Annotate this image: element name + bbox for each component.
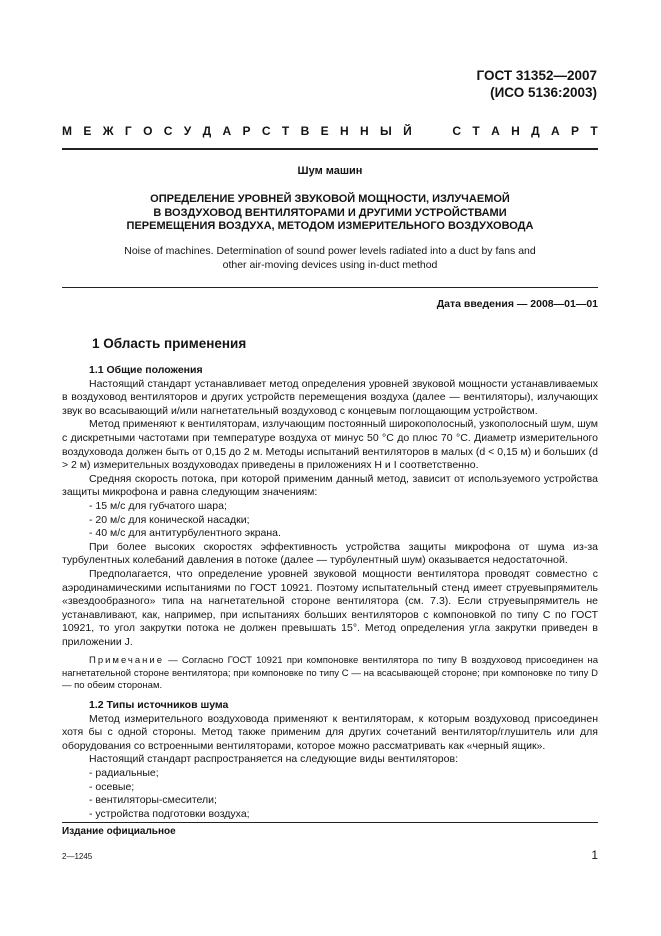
banner-letter: Д [202,124,212,138]
page-number: 1 [591,848,598,862]
banner-letter: В [300,124,310,138]
subsection-heading: 1.2 Типы источников шума [89,698,229,711]
paragraph: Настоящий стандарт распространяется на следующие виды вентиляторов: [89,753,458,766]
title-line: В ВОЗДУХОВОД ВЕНТИЛЯТОРАМИ И ДРУГИМИ УСТРОЙСТВАМИ [153,206,507,219]
list-item: - осевые; [89,780,135,793]
gost-number: ГОСТ 31352—2007 [476,68,597,83]
banner-letter: У [183,124,192,138]
banner-letter: А [491,124,500,138]
banner-letter: Е [320,124,329,138]
list-item: - радиальные; [89,766,159,779]
banner-letter: Р [571,124,580,138]
introduction-date: Дата введения — 2008—01—01 [436,298,598,310]
interstate-standard-banner [62,124,598,138]
title-category: Шум машин [297,165,363,177]
note [62,655,598,693]
banner-letter: Г [124,124,132,138]
paragraph: Настоящий стандарт устанавливает метод определения уровней звуковой мощности устанавливаемых в воздуховод вентиляторов и других устройств перемещения воздуха (далее — вентиляторы), излучающих звук во всасывающий и/или нагнетательный воздуховод с концевым поглощающим устройством. [62,377,598,417]
list-item: - 20 м/с для конической насадки; [89,513,250,526]
note-label: Примечание [89,655,164,667]
header-rule [62,148,598,150]
banner-letter: Ж [102,124,114,138]
iso-number: (ИСО 5136:2003) [490,85,597,100]
footer-rule [62,822,598,823]
paragraph: Метод применяют к вентиляторам, излучающим постоянный широкополосный, узкополосный шум, шум с дискретными частотами при температуре воздуха от минус 50 °C до плюс 70 °C. Диаметр измерительного воздуховода должен быть от 0,15 до 2 м. Методы испытаний вентиляторов в малых (d < 0,15 м) и больших (d > 2 м) измерительных воздуховодах приведены в приложениях H и I соответственно. [62,418,598,472]
body-text [62,364,598,821]
note-text: — Согласно ГОСТ 10921 при компоновке вентилятора по типу В воздуховод присоединен на нагнетательной стороне вентилятора; при компоновке по типу С — на всасывающей стороне; при компоновке по типу D — по обеим сторонам. [62,655,598,692]
banner-letter [423,124,441,138]
banner-letter: Н [359,124,369,138]
banner-letter: Й [403,124,412,138]
banner-letter: С [163,124,173,138]
banner-letter: Р [242,124,251,138]
english-title-line: other air-moving devices using in-duct method [222,258,438,271]
banner-letter: О [143,124,153,138]
banner-letter: Т [472,124,480,138]
paragraph: Метод измерительного воздуховода применяют к вентиляторам, к которым воздуховод присоединен хотя бы с одной стороны. Метод также применим для других сочетаний вентилятор/глушитель или для оборудования со встроенными вентиляторами, которое можно рассматривать как «черный ящик». [62,712,598,752]
list-item: - 40 м/с для антитурбулентного экрана. [89,527,281,540]
banner-letter: Т [590,124,598,138]
title-line: ПЕРЕМЕЩЕНИЯ ВОЗДУХА, МЕТОДОМ ИЗМЕРИТЕЛЬНОГО ВОЗДУХОВОДА [126,220,534,232]
banner-letter: С [261,124,271,138]
title-line: ОПРЕДЕЛЕНИЕ УРОВНЕЙ ЗВУКОВОЙ МОЩНОСТИ, ИЗЛУЧАЕМОЙ [150,193,510,205]
document-title [62,193,598,234]
banner-letter: С [452,124,462,138]
paragraph: При более высоких скоростях эффективность устройства защиты микрофона от шума из-за турбулентных колебаний давления в потоке (далее — турбулентный шум) оказывается недостаточной. [62,540,598,567]
banner-letter: Д [531,124,540,138]
banner-letter: Е [83,124,92,138]
banner-letter: Ы [379,124,392,138]
english-title [62,245,598,272]
paragraph: Средняя скорость потока, при которой применим данный метод, зависит от используемого устройства защиты микрофона и равна следующим значениям: [62,472,598,499]
list-item: - вентиляторы-смесители; [89,794,217,807]
banner-letter: Н [339,124,349,138]
paragraph: Предполагается, что определение уровней звуковой мощности вентилятора проводят совместно с аэродинамическими испытаниями по ГОСТ 10921. Поэтому испытательный стенд имеет струевыпрямитель «звездообразного» типа на нагнетательной стороне вентилятора (см. 7.3). Если струевыпрямитель не устанавливают, как, например, при испытаниях больших вентиляторов с компоновкой по типу С по ГОСТ 10921, то угол закрутки потока не должен превышать 15°. Метод определения угла закрутки приведен в приложении J. [62,567,598,648]
title-rule [62,287,598,288]
banner-letter: А [222,124,232,138]
subsection-heading: 1.1 Общие положения [89,364,203,376]
print-code: 2—1245 [62,852,93,861]
official-edition-label: Издание официальное [62,826,176,837]
standard-number-block [477,67,597,101]
english-title-line: Noise of machines. Determination of sound power levels radiated into a duct by fans and [124,245,536,257]
section-heading: 1 Область применения [92,336,247,351]
banner-letter: Н [511,124,520,138]
list-item: - 15 м/с для губчатого шара; [89,499,227,512]
banner-letter: М [62,124,72,138]
banner-letter: Т [281,124,290,138]
list-item: - устройства подготовки воздуха; [89,807,250,820]
banner-letter: А [551,124,560,138]
